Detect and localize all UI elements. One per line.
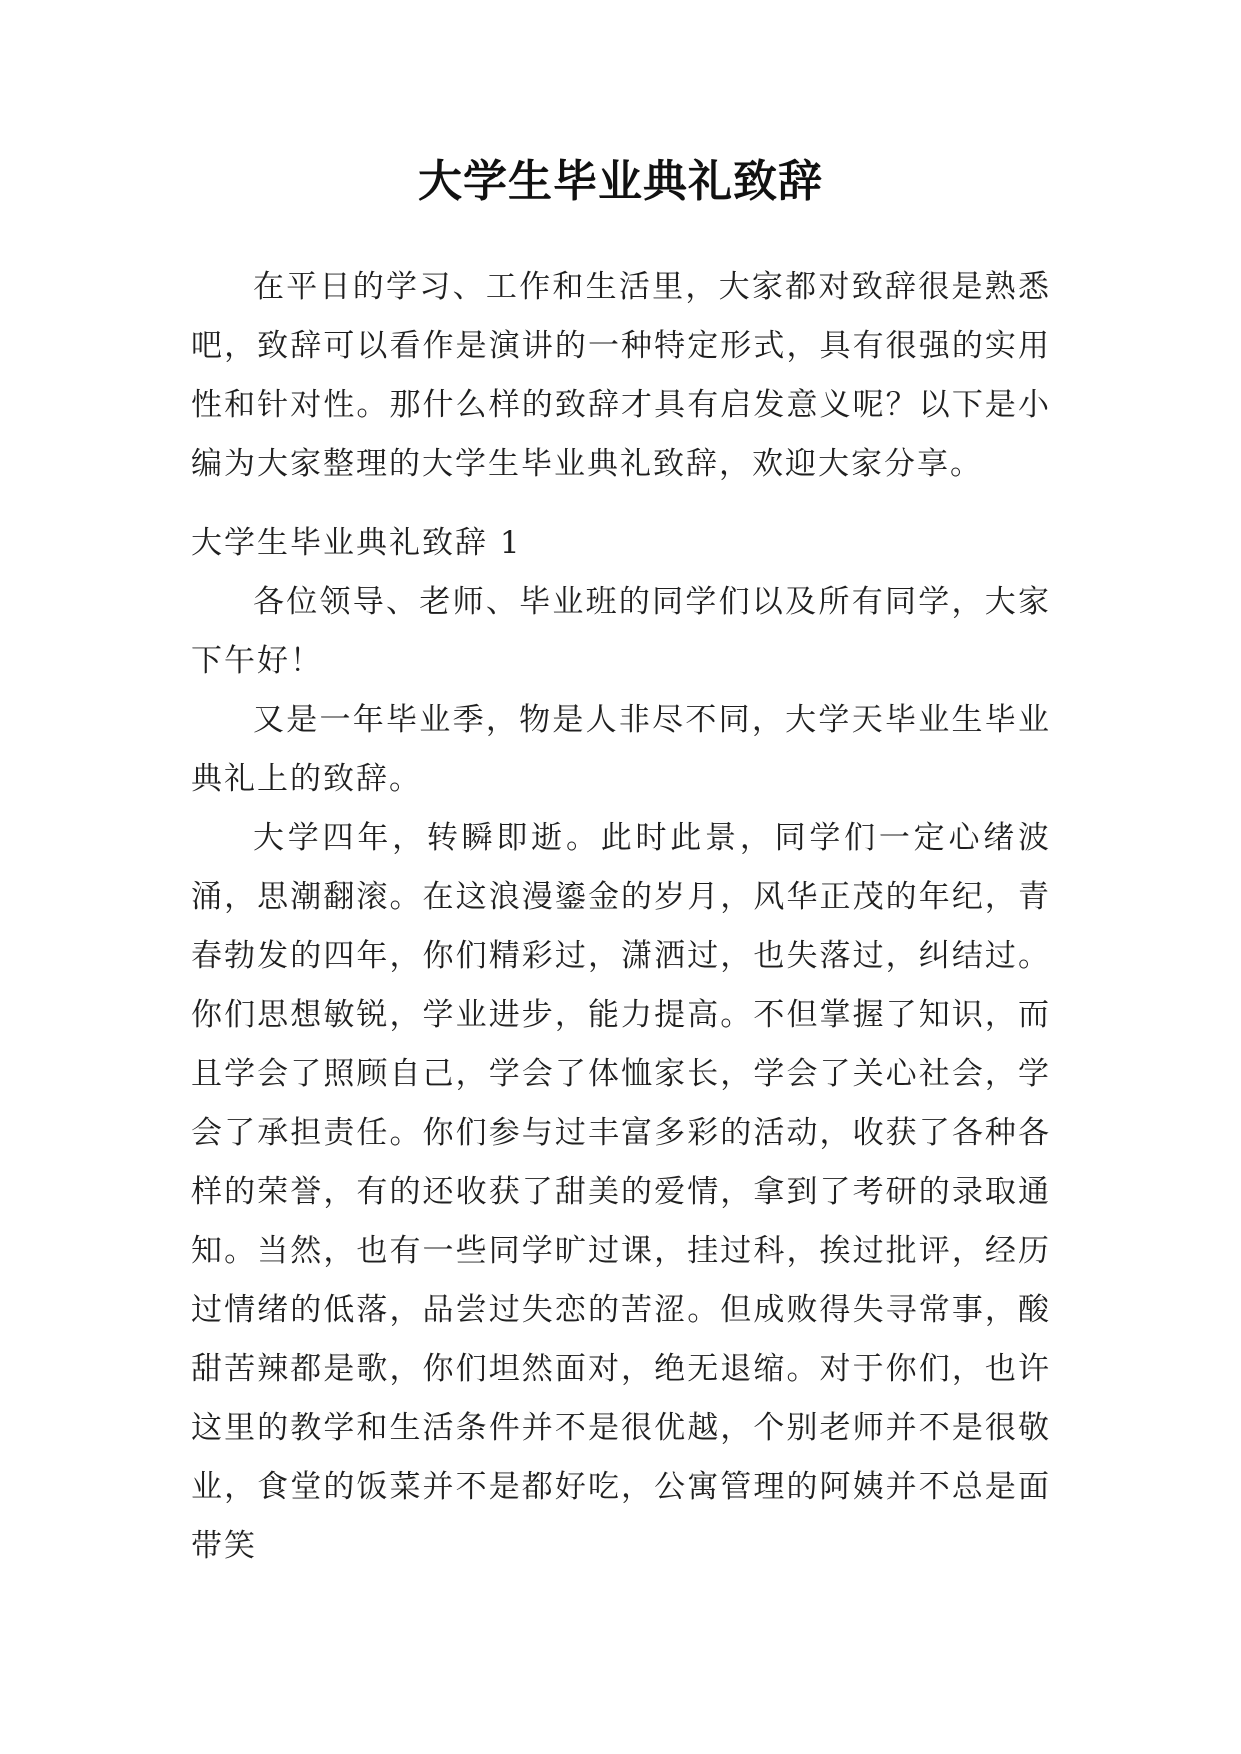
document-title: 大学生毕业典礼致辞 bbox=[418, 156, 823, 207]
body-paragraph-main: 大学四年，转瞬即逝。此时此景，同学们一定心绪波涌，思潮翻滚。在这浪漫鎏金的岁月，风华正茂的年纪，青春勃发的四年，你们精彩过，潇洒过，也失落过，纠结过。你们思想敏锐，学业进步，能力提高。不但掌握了知识，而且学会了照顾自己，学会了体恤家长，学会了关心社会，学会了承担责任。你们参与过丰富多彩的活动，收获了各种各样的荣誉，有的还收获了甜美的爱情，拿到了考研的录取通知。当然，也有一些同学旷过课，挂过科，挨过批评，经历过情绪的低落，品尝过失恋的苦涩。但成败得失寻常事，酸甜苦辣都是歌，你们坦然面对，绝无退缩。对于你们，也许这里的教学和生活条件并不是很优越，个别老师并不是很敬业，食堂的饭菜并不是都好吃，公寓管理的阿姨并不总是面带笑 bbox=[191, 820, 1051, 1564]
section-heading: 大学生毕业典礼致辞 1 bbox=[191, 525, 522, 561]
body-paragraph-greeting: 各位领导、老师、毕业班的同学们以及所有同学，大家下午好！ bbox=[191, 584, 1051, 679]
intro-paragraph: 在平日的学习、工作和生活里，大家都对致辞很是熟悉吧，致辞可以看作是演讲的一种特定形式，具有很强的实用性和针对性。那什么样的致辞才具有启发意义呢？以下是小编为大家整理的大学生毕业典礼致辞，欢迎大家分享。 bbox=[191, 269, 1051, 482]
body-paragraph-season: 又是一年毕业季，物是人非尽不同，大学天毕业生毕业典礼上的致辞。 bbox=[191, 702, 1051, 797]
